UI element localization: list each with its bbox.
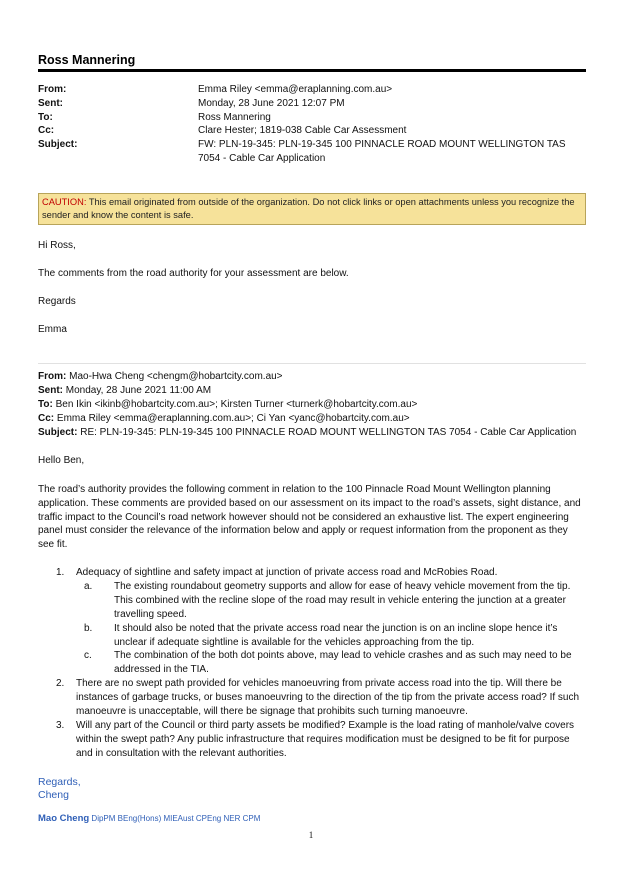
emma-name: Emma — [38, 324, 67, 335]
fw-from-value: Mao-Hwa Cheng <chengm@hobartcity.com.au> — [66, 371, 283, 382]
cheng-signoff — [38, 776, 81, 802]
sub-item-letter: b. — [84, 622, 93, 634]
cc-value: Clare Hester; 1819-038 Cable Car Assessment — [198, 125, 407, 137]
fw-to-row — [38, 398, 598, 412]
emma-greeting: Hi Ross, — [38, 240, 76, 251]
sub-list-item — [76, 649, 586, 677]
sub-item-text: The combination of the both dot points above, may lead to vehicle crashes and as such may need to be addressed in the TIA. — [114, 650, 572, 676]
sub-item-letter: c. — [84, 650, 92, 662]
list-item-number: 2. — [56, 678, 65, 690]
sub-list-item — [76, 580, 586, 622]
external-email-caution-banner — [38, 193, 586, 225]
subject-value: FW: PLN-19-345: PLN-19-345 100 PINNACLE ROAD MOUNT WELLINGTON TAS 7054 - Cable Car Application — [198, 139, 566, 164]
sub-item-letter: a. — [84, 580, 93, 592]
fw-subject-value: RE: PLN-19-345: PLN-19-345 100 PINNACLE ROAD MOUNT WELLINGTON TAS 7054 - Cable Car Application — [77, 426, 577, 438]
list-item — [38, 719, 586, 761]
subject-row — [38, 138, 586, 166]
sent-value: Monday, 28 June 2021 12:07 PM — [198, 97, 345, 109]
cc-label: Cc: — [38, 125, 55, 137]
fw-sent-label: Sent: — [38, 384, 63, 396]
forwarded-header — [38, 370, 598, 440]
list-item-number: 3. — [56, 719, 65, 731]
caution-label: CAUTION: — [42, 197, 87, 207]
cc-row — [38, 124, 586, 138]
sub-item-text: It should also be noted that the private access road near the junction is on an incline slope hence it’s unclear if adequate sightline is available for the vehicles approaching from the tip. — [114, 622, 558, 648]
list-item-text: There are no swept path provided for vehicles manoeuvring from private access road into the tip. Will there be instances of garbage trucks, or buses manoeuvring to the direction of the tip from the private access road? If such manoeuvre is unacceptable, will there be signage that prohibits such turning manoeuvre. — [76, 678, 580, 718]
forward-separator — [38, 363, 586, 364]
fw-cc-row — [38, 412, 598, 426]
list-item — [38, 566, 586, 677]
fw-cc-label: Cc: — [38, 412, 55, 424]
fw-subject-row — [38, 426, 598, 440]
emma-body: The comments from the road authority for your assessment are below. — [38, 268, 349, 279]
fw-to-label: To: — [38, 398, 53, 410]
fw-subject-label: Subject: — [38, 426, 78, 438]
cheng-greeting: Hello Ben, — [38, 455, 85, 466]
to-row — [38, 111, 586, 125]
fw-from-row — [38, 370, 598, 384]
fw-sent-value: Monday, 28 June 2021 11:00 AM — [63, 384, 212, 396]
to-value: Ross Mannering — [198, 111, 271, 123]
page-number: 1 — [308, 830, 314, 840]
header-rule — [38, 69, 586, 72]
to-label: To: — [38, 111, 53, 123]
fw-to-value: Ben Ikin <ikinb@hobartcity.com.au>; Kirsten Turner <turnerk@hobartcity.com.au> — [52, 398, 418, 410]
signature-credentials: DipPM BEng(Hons) MIEAust CPEng NER CPM — [89, 814, 261, 823]
sub-item-text: The existing roundabout geometry supports and allow for ease of heavy vehicle movement from the tip. This combined with the recline slope of the road may result in vehicle entering the junction at a greater travelling speed. — [114, 580, 571, 620]
email-header-table — [38, 83, 586, 166]
mailbox-owner-name: Ross Mannering — [38, 53, 136, 67]
emma-closing: Regards — [38, 296, 76, 307]
cheng-intro: The road’s authority provides the following comment in relation to the 100 Pinnacle Road Mount Wellington planning application. These comments are provided based on our assessment on its impact to the road’s assets, sight distance, and traffic impact to the Council’s road network however should not be considered an exhaustive list. The expert engineering panel must consider the relevance of the information below and apply or request information from the proponent as they see fit. — [38, 484, 581, 551]
subject-label: Subject: — [38, 139, 78, 151]
sub-list — [76, 580, 586, 677]
sent-row — [38, 97, 586, 111]
from-row — [38, 83, 586, 97]
sub-list-item — [76, 622, 586, 650]
cheng-regards: Regards, — [38, 776, 81, 788]
email-signature — [38, 813, 260, 824]
sent-label: Sent: — [38, 97, 63, 109]
caution-text: This email originated from outside of the organization. Do not click links or open attachments unless you recognize the sender and know the content is safe. — [42, 197, 575, 220]
fw-cc-value: Emma Riley <emma@eraplanning.com.au>; Ci Yan <yanc@hobartcity.com.au> — [54, 412, 410, 424]
list-item-text: Adequacy of sightline and safety impact at junction of private access road and McRobies Road. — [76, 567, 498, 578]
list-item-number: 1. — [56, 567, 65, 578]
fw-sent-row — [38, 384, 598, 398]
comment-list — [38, 566, 586, 761]
list-item-text: Will any part of the Council or third party assets be modified? Example is the load rating of manhole/valve covers within the swept path? Any public infrastructure that requires modification must be designed to be fit for purpose and in consultation with the relevant authorities. — [76, 719, 575, 759]
fw-from-label: From: — [38, 371, 67, 382]
cheng-sign-name: Cheng — [38, 789, 69, 801]
from-value: Emma Riley <emma@eraplanning.com.au> — [198, 84, 393, 95]
list-item — [38, 677, 586, 719]
from-label: From: — [38, 84, 67, 95]
signature-name: Mao Cheng — [38, 813, 90, 824]
